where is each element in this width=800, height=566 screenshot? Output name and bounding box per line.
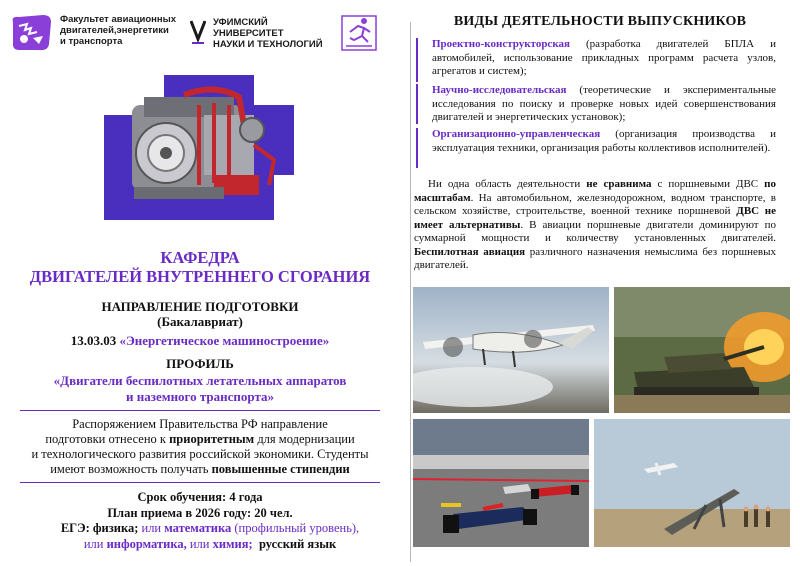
direction-block [0,299,400,329]
department-title: КАФЕДРА ДВИГАТЕЛЕЙ ВНУТРЕННЕГО СГОРАНИЯ [29,248,371,286]
runner-logo-icon [340,12,378,52]
aircraft-photo [413,287,609,413]
faculty-logo-icon [9,14,53,52]
study-info [0,489,400,521]
admission-plan: План приема в 2026 году: 20 чел. [107,506,293,520]
race-car-photo [413,419,589,547]
activity-marker [416,38,418,82]
activity-item: Научно-исследовательская (теоретические и экспериментальные исследования по поиску и проверке новых идей совершенствования двигателей и энергетических установок); [432,84,776,123]
faculty-name: Факультет авиационных двигателей,энергетики и транспорта [60,14,177,47]
university-name: УФИМСКИЙ УНИВЕРСИТЕТ НАУКИ И ТЕХНОЛОГИЙ [213,17,323,50]
profile-name: «Двигатели беспилотных летательных аппаратов и наземного транспорта» [53,373,347,404]
degree: (Бакалавриат) [157,314,243,329]
university-logo-icon [190,19,206,45]
exam-requirements: ЕГЭ: физика; или математика (профильный уровень), или информатика, или химия; русский язык [60,521,360,551]
program-name: «Энергетическое машиностроение» [119,333,330,348]
activity-marker [416,128,418,168]
engine-importance-text: Ни одна область деятельности не сравнима с поршневыми ДВС по масштабам. На автомобильном, железнодорожном, водном транспорте, в сельском хозяйстве, строительстве, военной технике поршневой ДВС не имеет альтернативы. В авиации поршневые двигатели доминируют по суммарной мощности и количеству установленных двигателей. Беспилотная авиация различного назначения немыслима без поршневых двигателей. [414,178,776,271]
activity-item: Проектно-конструкторская (разработка двигателей БПЛА и автомобилей, использование прикладных программ расчета узлов, агрегатов и систем); [432,38,776,77]
activity-marker [416,84,418,124]
direction-heading: НАПРАВЛЕНИЕ ПОДГОТОВКИ [101,299,299,314]
activities-title: ВИДЫ ДЕЯТЕЛЬНОСТИ ВЫПУСКНИКОВ [453,14,747,29]
activity-item: Организационно-управленческая (организация производства и эксплуатация техники, организация работы коллективов исполнителей). [432,128,776,154]
program-code: 13.03.03 [70,333,117,348]
drone-launch-photo [594,419,790,547]
engine-image [104,75,294,220]
program-line [0,333,400,349]
profile-heading: ПРОФИЛЬ [166,356,234,371]
government-order-text: Распоряжением Правительства РФ направление подготовки отнесено к приоритетным для модернизации и технологического развития российской экономики. Студенты имеют возможность получать повышенные стипендии [31,417,369,476]
duration: Срок обучения: 4 года [137,490,263,504]
column-divider [410,22,411,562]
divider [20,410,380,411]
tank-photo [614,287,790,413]
divider [20,482,380,483]
